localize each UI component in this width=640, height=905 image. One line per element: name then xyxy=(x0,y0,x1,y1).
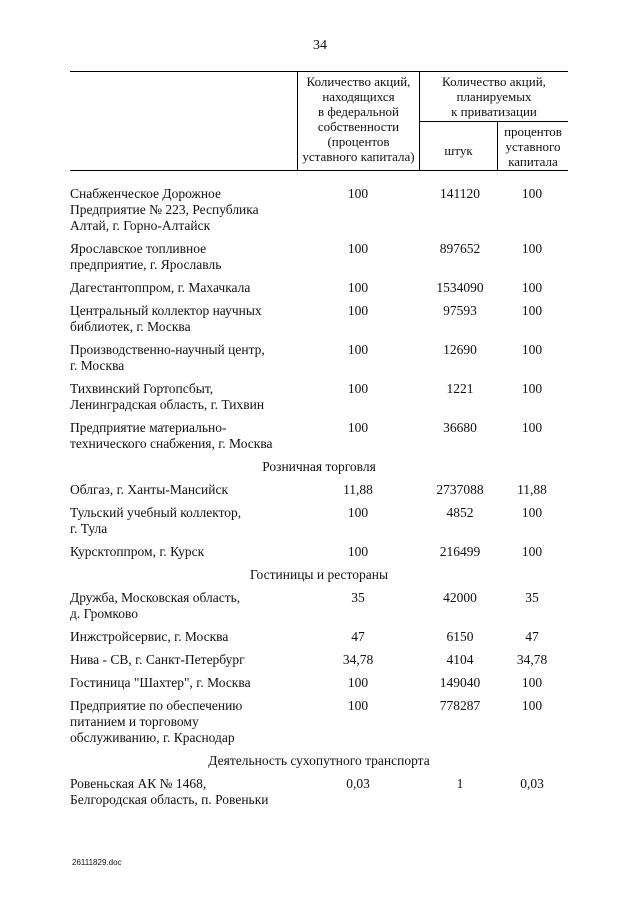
enterprise-name: Инжстройсервис, г. Москва xyxy=(70,629,229,644)
planned-percent-value: 100 xyxy=(521,675,543,690)
federal-share-value: 100 xyxy=(347,303,369,318)
planned-count-value: 149040 xyxy=(439,675,481,690)
planned-count-value: 2737088 xyxy=(436,482,484,497)
page-number: 34 xyxy=(313,38,327,53)
planned-count-value: 4104 xyxy=(446,652,474,667)
table-row xyxy=(70,776,568,808)
table-row xyxy=(70,544,568,560)
table-row xyxy=(70,482,568,498)
header-bottom-rule xyxy=(70,170,568,171)
section-heading: Деятельность сухопутного транспорта xyxy=(208,753,430,768)
planned-percent-value: 47 xyxy=(525,629,539,644)
planned-count-value: 216499 xyxy=(439,544,481,559)
planned-percent-value: 100 xyxy=(521,420,543,435)
enterprise-name: Тульский учебный коллектор, г. Тула xyxy=(70,505,242,536)
table-header xyxy=(70,71,568,171)
federal-share-value: 100 xyxy=(347,505,369,520)
table-row xyxy=(70,303,568,335)
table-row xyxy=(70,241,568,273)
header-federal-shares: Количество акций, находящихся в федеральной собственности (процентов уставного капитала) xyxy=(302,74,415,164)
header-percent: процентов уставного капитала xyxy=(504,124,562,169)
federal-share-value: 11,88 xyxy=(343,482,373,497)
table-row xyxy=(70,698,568,746)
planned-percent-value: 100 xyxy=(521,303,543,318)
section-heading: Розничная торговля xyxy=(262,459,376,474)
footer-filename: 26111829.doc xyxy=(72,858,122,867)
enterprise-name: Дагестантоппром, г. Махачкала xyxy=(70,280,251,295)
planned-percent-value: 11,88 xyxy=(517,482,547,497)
enterprise-name: Нива - СВ, г. Санкт-Петербург xyxy=(70,652,245,667)
section-heading: Гостиницы и рестораны xyxy=(249,567,389,582)
planned-count-value: 1221 xyxy=(446,381,474,396)
planned-percent-value: 35 xyxy=(525,590,539,605)
table-row xyxy=(70,652,568,668)
planned-count-value: 6150 xyxy=(446,629,474,644)
planned-percent-value: 100 xyxy=(521,186,543,201)
planned-count-value: 97593 xyxy=(443,303,477,318)
table-row xyxy=(70,675,568,691)
planned-count-value: 42000 xyxy=(443,590,477,605)
header-count: штук xyxy=(444,143,473,158)
table-row xyxy=(70,629,568,645)
planned-count-value: 778287 xyxy=(439,698,481,713)
table-row xyxy=(70,505,568,537)
federal-share-value: 100 xyxy=(347,342,369,357)
planned-count-value: 1534090 xyxy=(436,280,484,295)
federal-share-value: 100 xyxy=(347,698,369,713)
table-row xyxy=(70,590,568,622)
enterprise-name: Предприятие по обеспечению питанием и торговому обслуживанию, г. Краснодар xyxy=(70,698,243,745)
enterprise-name: Тихвинский Гортопсбыт, Ленинградская область, г. Тихвин xyxy=(70,381,265,412)
header-subrule xyxy=(419,121,568,122)
federal-share-value: 100 xyxy=(347,381,369,396)
planned-percent-value: 0,03 xyxy=(520,776,544,791)
federal-share-value: 100 xyxy=(347,280,369,295)
federal-share-value: 100 xyxy=(347,241,369,256)
enterprise-name: Центральный коллектор научных библиотек, г. Москва xyxy=(70,303,262,334)
planned-percent-value: 100 xyxy=(521,342,543,357)
federal-share-value: 100 xyxy=(347,544,369,559)
planned-count-value: 897652 xyxy=(439,241,481,256)
planned-percent-value: 34,78 xyxy=(516,652,548,667)
planned-percent-value: 100 xyxy=(521,505,543,520)
federal-share-value: 100 xyxy=(347,420,369,435)
planned-count-value: 12690 xyxy=(443,342,477,357)
table-row xyxy=(70,280,568,296)
table-row xyxy=(70,420,568,452)
federal-share-value: 35 xyxy=(351,590,365,605)
table-row xyxy=(70,342,568,374)
federal-share-value: 0,03 xyxy=(346,776,370,791)
federal-share-value: 100 xyxy=(347,675,369,690)
federal-share-value: 100 xyxy=(347,186,369,201)
header-planned-shares: Количество акций, планируемых к приватизации xyxy=(442,74,546,119)
enterprise-name: Облгаз, г. Ханты-Мансийск xyxy=(70,482,229,497)
enterprise-name: Производственно-научный центр, г. Москва xyxy=(70,342,265,373)
federal-share-value: 47 xyxy=(351,629,365,644)
table-row xyxy=(70,381,568,413)
enterprise-name: Дружба, Московская область, д. Громково xyxy=(70,590,241,621)
planned-count-value: 1 xyxy=(456,776,464,791)
planned-count-value: 4852 xyxy=(446,505,474,520)
enterprise-name: Ровеньская АК № 1468, Белгородская область, п. Ровеньки xyxy=(70,776,269,807)
planned-percent-value: 100 xyxy=(521,241,543,256)
table-row xyxy=(70,186,568,234)
planned-percent-value: 100 xyxy=(521,280,543,295)
enterprise-name: Гостиница "Шахтер", г. Москва xyxy=(70,675,251,690)
enterprise-name: Снабженческое Дорожное Предприятие № 223, Республика Алтай, г. Горно-Алтайск xyxy=(70,186,259,233)
federal-share-value: 34,78 xyxy=(342,652,374,667)
planned-count-value: 141120 xyxy=(440,186,480,201)
header-top-rule xyxy=(70,71,568,72)
enterprise-name: Курсктоппром, г. Курск xyxy=(70,544,205,559)
planned-percent-value: 100 xyxy=(521,698,543,713)
enterprise-name: Предприятие материально- технического снабжения, г. Москва xyxy=(70,420,273,451)
planned-count-value: 36680 xyxy=(443,420,477,435)
planned-percent-value: 100 xyxy=(521,381,543,396)
enterprise-name: Ярославское топливное предприятие, г. Ярославль xyxy=(70,241,222,272)
planned-percent-value: 100 xyxy=(521,544,543,559)
table-body xyxy=(70,186,568,815)
